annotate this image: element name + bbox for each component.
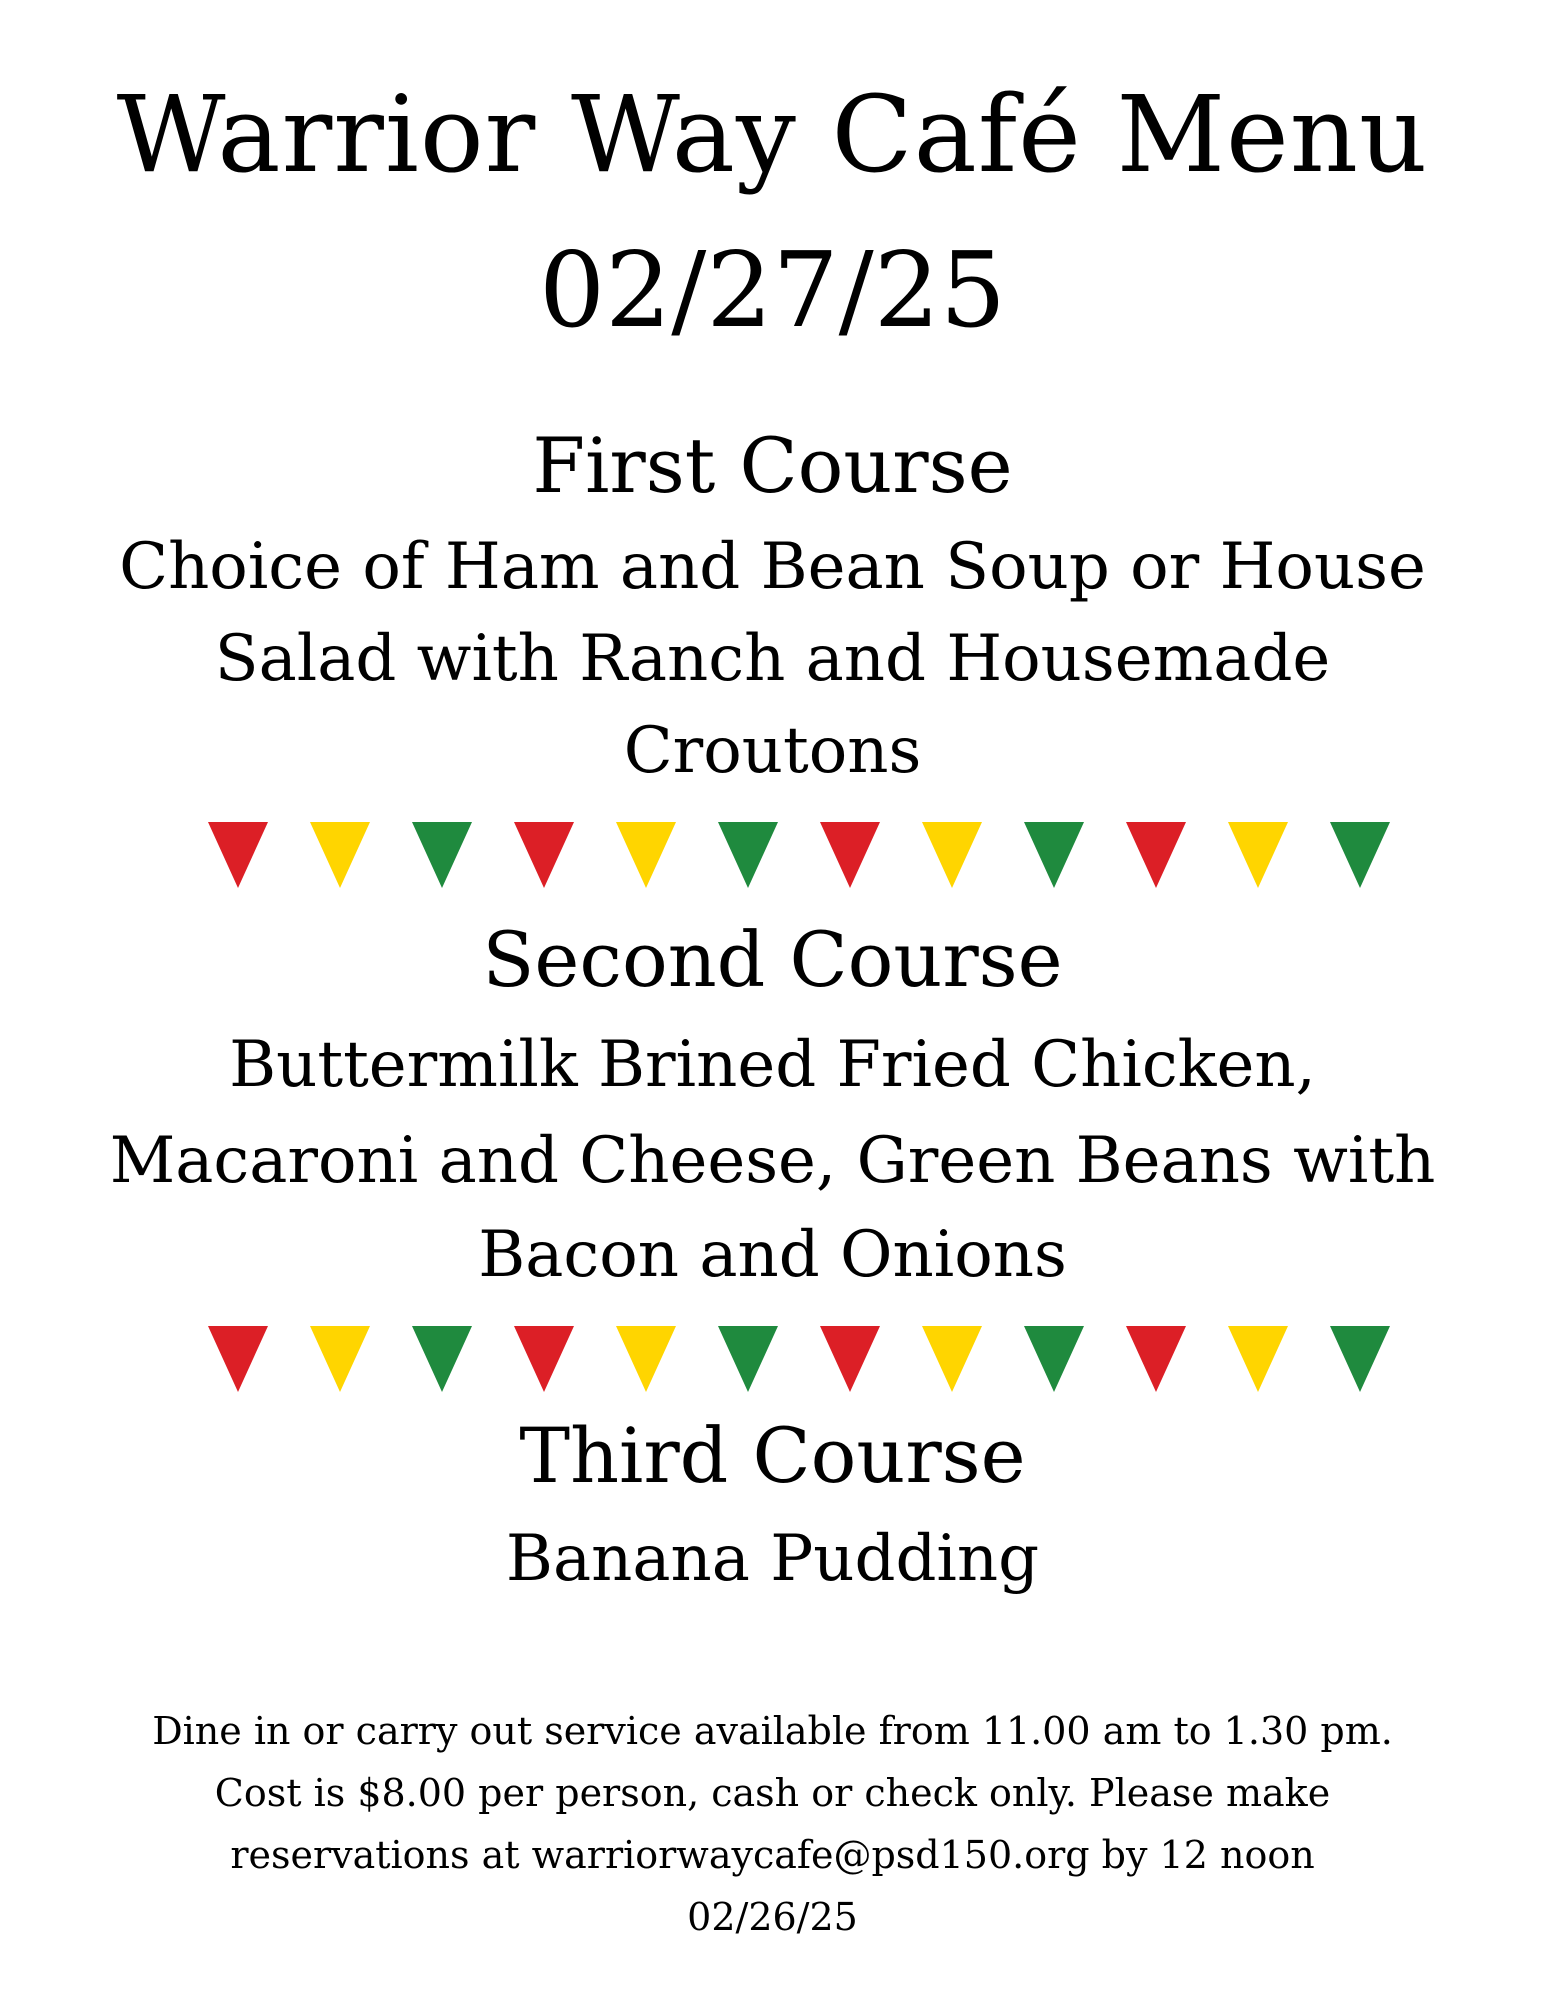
menu-title: Warrior Way Café Menu — [116, 73, 1429, 196]
bunting-divider-1 — [208, 822, 1408, 890]
triangle-pennant-icon — [718, 1326, 778, 1392]
first-course-heading: First Course — [532, 421, 1013, 510]
second-course-heading: Second Course — [482, 915, 1063, 1004]
third-course-heading: Third Course — [519, 1411, 1026, 1500]
triangle-pennant-icon — [1126, 822, 1186, 888]
triangle-pennant-icon — [412, 822, 472, 888]
footer-line-1: Dine in or carry out service available from 11.00 am to 1.30 pm. — [152, 1709, 1393, 1753]
triangle-pennant-icon — [1228, 1326, 1288, 1392]
triangle-pennant-icon — [1024, 1326, 1084, 1392]
triangle-pennant-icon — [412, 1326, 472, 1392]
triangle-pennant-icon — [310, 822, 370, 888]
third-course-line-1: Banana Pudding — [505, 1522, 1040, 1596]
triangle-pennant-icon — [208, 1326, 268, 1392]
footer-line-2: Cost is $8.00 per person, cash or check only. Please make — [214, 1771, 1331, 1815]
bunting-divider-2 — [208, 1326, 1408, 1394]
triangle-pennant-icon — [616, 822, 676, 888]
triangle-pennant-icon — [1330, 822, 1390, 888]
triangle-pennant-icon — [514, 822, 574, 888]
triangle-pennant-icon — [718, 822, 778, 888]
triangle-pennant-icon — [616, 1326, 676, 1392]
triangle-pennant-icon — [1228, 822, 1288, 888]
triangle-pennant-icon — [820, 1326, 880, 1392]
triangle-pennant-icon — [514, 1326, 574, 1392]
triangle-pennant-icon — [1330, 1326, 1390, 1392]
footer-line-3: reservations at warriorwaycafe@psd150.org by 12 noon — [230, 1833, 1315, 1877]
second-course-line-1: Buttermilk Brined Fried Chicken, — [229, 1028, 1316, 1102]
triangle-pennant-icon — [922, 822, 982, 888]
first-course-line-2: Salad with Ranch and Housemade — [214, 622, 1331, 696]
triangle-pennant-icon — [820, 822, 880, 888]
triangle-pennant-icon — [922, 1326, 982, 1392]
footer-line-4: 02/26/25 — [687, 1895, 858, 1939]
menu-date: 02/27/25 — [538, 229, 1007, 351]
first-course-line-1: Choice of Ham and Bean Soup or House — [119, 530, 1426, 604]
triangle-pennant-icon — [1126, 1326, 1186, 1392]
triangle-pennant-icon — [310, 1326, 370, 1392]
second-course-line-2: Macaroni and Cheese, Green Beans with — [109, 1124, 1436, 1198]
triangle-pennant-icon — [1024, 822, 1084, 888]
triangle-pennant-icon — [208, 822, 268, 888]
first-course-line-3: Croutons — [623, 714, 922, 788]
second-course-line-3: Bacon and Onions — [478, 1218, 1067, 1292]
